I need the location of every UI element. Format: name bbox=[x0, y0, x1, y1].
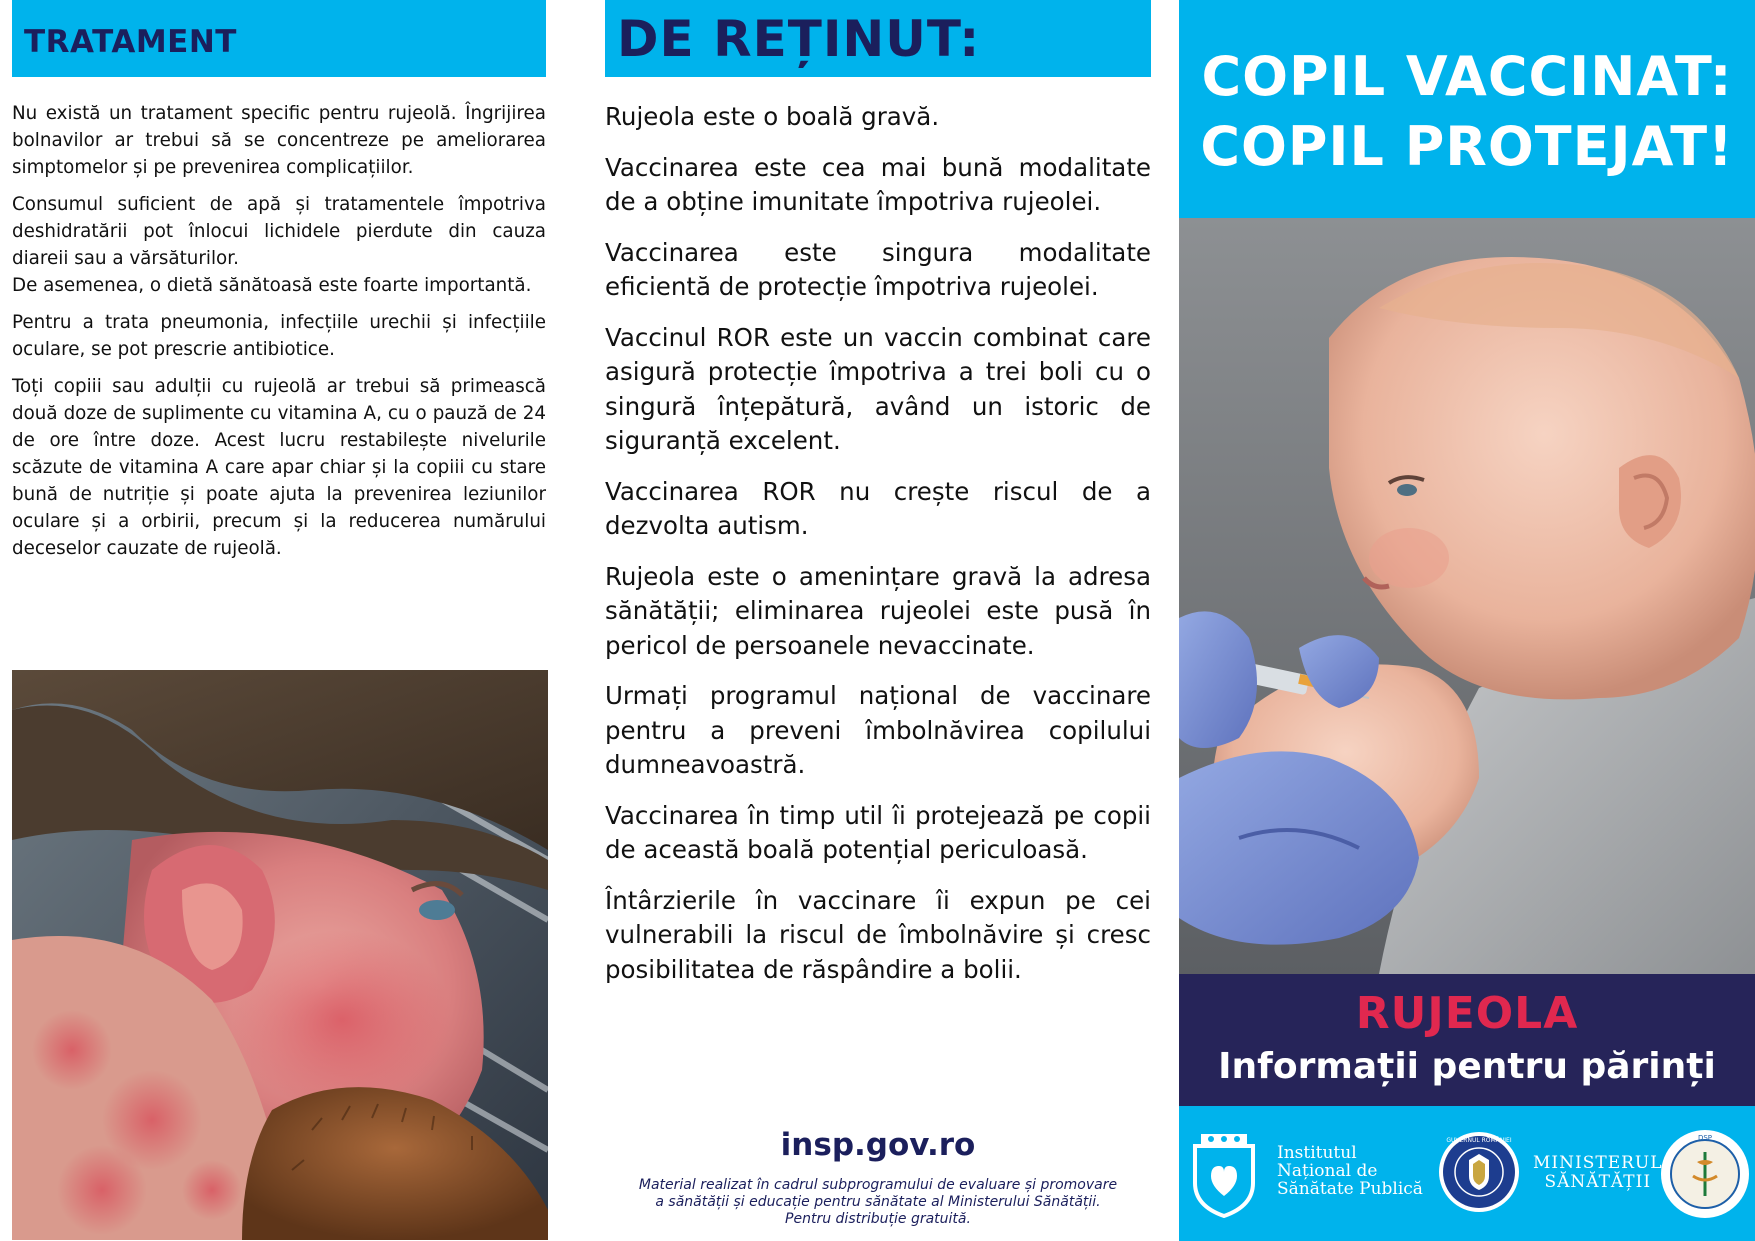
treatment-paragraph: Pentru a trata pneumonia, infecțiile urechii și infecțiile oculare, se pot prescrie antibiotice. bbox=[12, 312, 546, 360]
insp-name bbox=[1277, 1144, 1423, 1198]
disease-title: RUJEOLA bbox=[1355, 988, 1579, 1039]
treatment-panel bbox=[12, 0, 546, 1241]
cover-panel bbox=[1179, 0, 1755, 1241]
treatment-paragraph: Consumul suficient de apă și tratamentele împotriva deshidratării pot înlocui lichidele pierdute din cauza diareii sau a vărsăturilor. bbox=[12, 194, 546, 269]
logo-strip bbox=[1179, 1106, 1755, 1241]
footnote-line: Material realizat în cadrul subprogramului de evaluare și promovare bbox=[638, 1177, 1118, 1193]
footnote bbox=[605, 1177, 1151, 1228]
insp-line: Național de bbox=[1277, 1161, 1378, 1181]
remember-point: Întârzierile în vaccinare îi expun pe cei vulnerabili la riscul de îmbolnăvire și cresc posibilitatea de răspândire a bolii. bbox=[605, 885, 1151, 984]
seal-text: GUVERNUL ROMÂNIEI bbox=[1446, 1137, 1512, 1144]
remember-point: Rujeola este o amenințare gravă la adresa sănătății; eliminarea rujeolei este pusă în pericol de persoanele nevaccinate. bbox=[605, 561, 1151, 660]
cover-subtitle: Informații pentru părinți bbox=[1218, 1046, 1716, 1087]
remember-points bbox=[605, 100, 1151, 1003]
remember-point: Vaccinarea în timp util îi protejează pe copii de această boală potențial periculoasă. bbox=[605, 800, 1151, 864]
insp-line: Institutul bbox=[1277, 1143, 1357, 1163]
cover-title-line: COPIL PROTEJAT! bbox=[1200, 115, 1734, 178]
treatment-paragraph: De asemenea, o dietă sănătoasă este foarte importantă. bbox=[12, 275, 532, 296]
remember-point: Rujeola este o boală gravă. bbox=[605, 102, 940, 131]
treatment-text bbox=[12, 100, 546, 572]
remember-point: Vaccinarea ROR nu crește riscul de a dezvolta autism. bbox=[605, 476, 1151, 540]
cover-title-line: COPIL VACCINAT: bbox=[1201, 45, 1733, 108]
remember-heading: DE REȚINUT: bbox=[617, 10, 981, 68]
treatment-paragraph: Toți copiii sau adulții cu rujeolă ar trebui să primească două doze de suplimente cu vitamina A, cu o pauză de 24 de ore între doze. Acest lucru restabilește nivelurile scăzute de vitamina A care apar chiar și la copiii cu stare bună de nutriție și poate ajuta la prevenirea leziunilor oculare și a orbirii, precum și la reducerea numărului deceselor cauzate de rujeolă. bbox=[12, 376, 546, 559]
ministry-name bbox=[1533, 1154, 1663, 1192]
dsp-logo-icon bbox=[1659, 1128, 1751, 1220]
insp-logo-icon bbox=[1191, 1128, 1257, 1218]
ministry-line: MINISTERUL bbox=[1533, 1153, 1663, 1173]
remember-point: Vaccinarea este singura modalitate eficientă de protecție împotriva rujeolei. bbox=[605, 237, 1151, 301]
website-link[interactable]: insp.gov.ro bbox=[780, 1127, 976, 1163]
remember-point: Vaccinarea este cea mai bună modalitate de a obține imunitate împotriva rujeolei. bbox=[605, 152, 1151, 216]
title-band bbox=[1179, 974, 1755, 1106]
government-seal-icon bbox=[1437, 1130, 1521, 1214]
cover-title bbox=[1179, 42, 1755, 182]
treatment-paragraph: Nu există un tratament specific pentru rujeolă. Îngrijirea bolnavilor ar trebui să se concentreze pe ameliorarea simptomelor și pe prevenirea complicațiilor. bbox=[12, 103, 546, 178]
treatment-header bbox=[12, 0, 546, 77]
footnote-line: a sănătății și educație pentru sănătate al Ministerului Sănătății. bbox=[655, 1194, 1101, 1210]
remember-point: Vaccinul ROR este un vaccin combinat care asigură protecție împotriva a trei boli cu o singură înțepătură, având un istoric de siguranță excelent. bbox=[605, 322, 1151, 455]
treatment-heading: TRATAMENT bbox=[24, 24, 237, 60]
dsp-text: DSP bbox=[1697, 1134, 1713, 1142]
ministry-line: SĂNĂTĂȚII bbox=[1544, 1172, 1652, 1192]
insp-line: Sănătate Publică bbox=[1277, 1179, 1423, 1199]
sick-child-photo bbox=[12, 670, 548, 1240]
footnote-line: Pentru distribuție gratuită. bbox=[785, 1211, 971, 1227]
remember-point: Urmați programul național de vaccinare pentru a preveni îmbolnăvirea copilului dumneavoastră. bbox=[605, 681, 1151, 779]
remember-header bbox=[605, 0, 1151, 77]
remember-panel bbox=[605, 0, 1151, 1241]
vaccinated-baby-photo bbox=[1179, 218, 1755, 974]
